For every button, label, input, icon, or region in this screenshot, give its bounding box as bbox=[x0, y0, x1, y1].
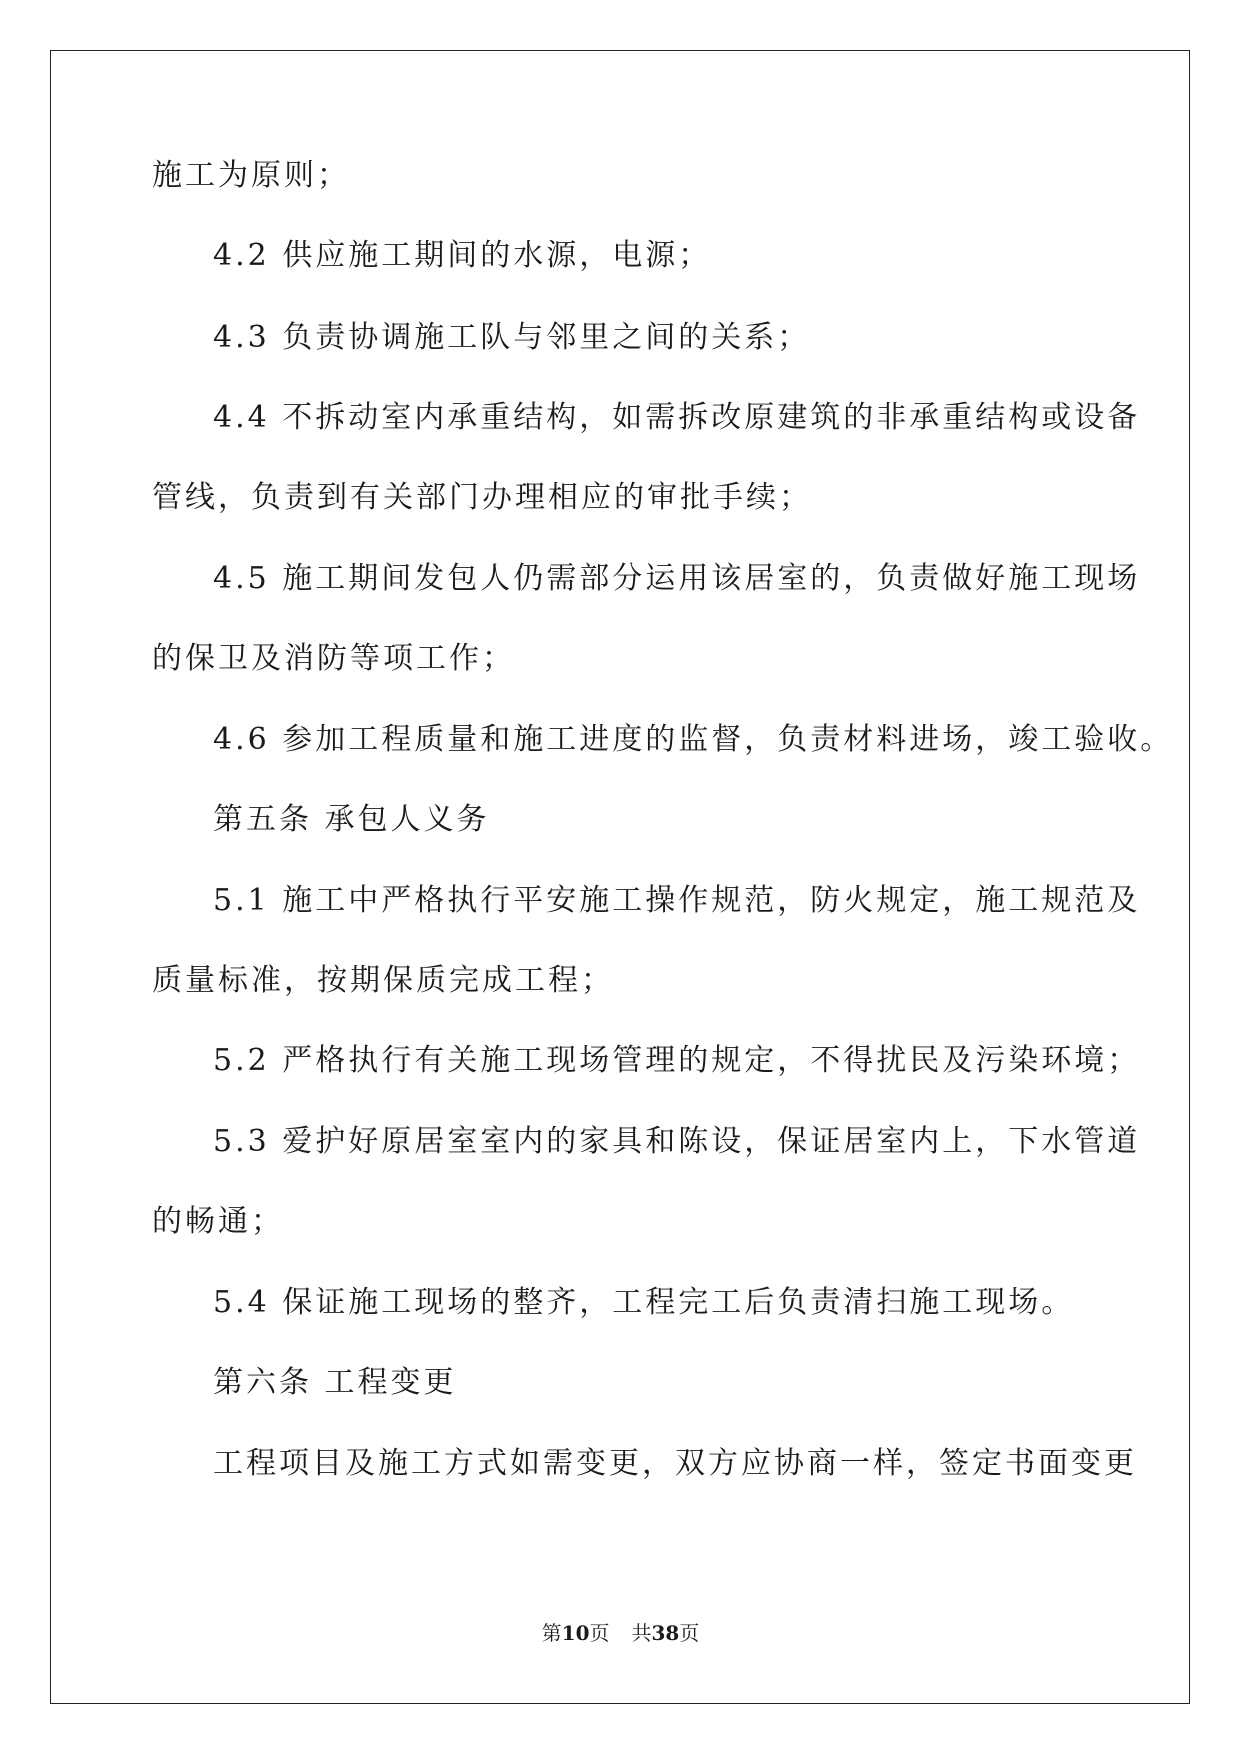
text-line: 4.2 供应施工期间的水源，电源； bbox=[213, 238, 712, 273]
text-line: 质量标准，按期保质完成工程； bbox=[152, 963, 614, 998]
text-line: 5.1 施工中严格执行平安施工操作规范，防火规定，施工规范及 bbox=[213, 883, 1141, 918]
text-line: 5.2 严格执行有关施工现场管理的规定，不得扰民及污染环境； bbox=[213, 1043, 1141, 1078]
text-line: 的畅通； bbox=[152, 1204, 284, 1239]
text-line: 管线，负责到有关部门办理相应的审批手续； bbox=[152, 480, 812, 515]
text-line: 工程项目及施工方式如需变更，双方应协商一样，签定书面变更 bbox=[213, 1446, 1137, 1481]
page-footer bbox=[0, 1620, 1241, 1646]
text-line: 的保卫及消防等项工作； bbox=[152, 641, 515, 676]
text-line: 4.6 参加工程质量和施工进度的监督，负责材料进场，竣工验收。 bbox=[213, 722, 1174, 757]
total-prefix: 共 bbox=[631, 1621, 652, 1645]
text-line: 5.4 保证施工现场的整齐，工程完工后负责清扫施工现场。 bbox=[213, 1285, 1075, 1320]
text-line: 4.3 负责协调施工队与邻里之间的关系； bbox=[213, 320, 811, 355]
page-number: 10 bbox=[561, 1621, 590, 1645]
text-line: 5.3 爱护好原居室室内的家具和陈设，保证居室内上，下水管道 bbox=[213, 1124, 1141, 1159]
total-pages: 38 bbox=[651, 1621, 680, 1645]
total-suffix: 页 bbox=[679, 1621, 700, 1645]
text-line: 4.4 不拆动室内承重结构，如需拆改原建筑的非承重结构或设备 bbox=[213, 400, 1141, 435]
text-line: 施工为原则； bbox=[152, 158, 350, 193]
page-suffix: 页 bbox=[589, 1621, 610, 1645]
text-line: 4.5 施工期间发包人仍需部分运用该居室的，负责做好施工现场 bbox=[213, 561, 1141, 596]
page-prefix: 第 bbox=[541, 1621, 562, 1645]
section-heading: 第五条 承包人义务 bbox=[213, 802, 490, 837]
section-heading: 第六条 工程变更 bbox=[213, 1365, 457, 1400]
